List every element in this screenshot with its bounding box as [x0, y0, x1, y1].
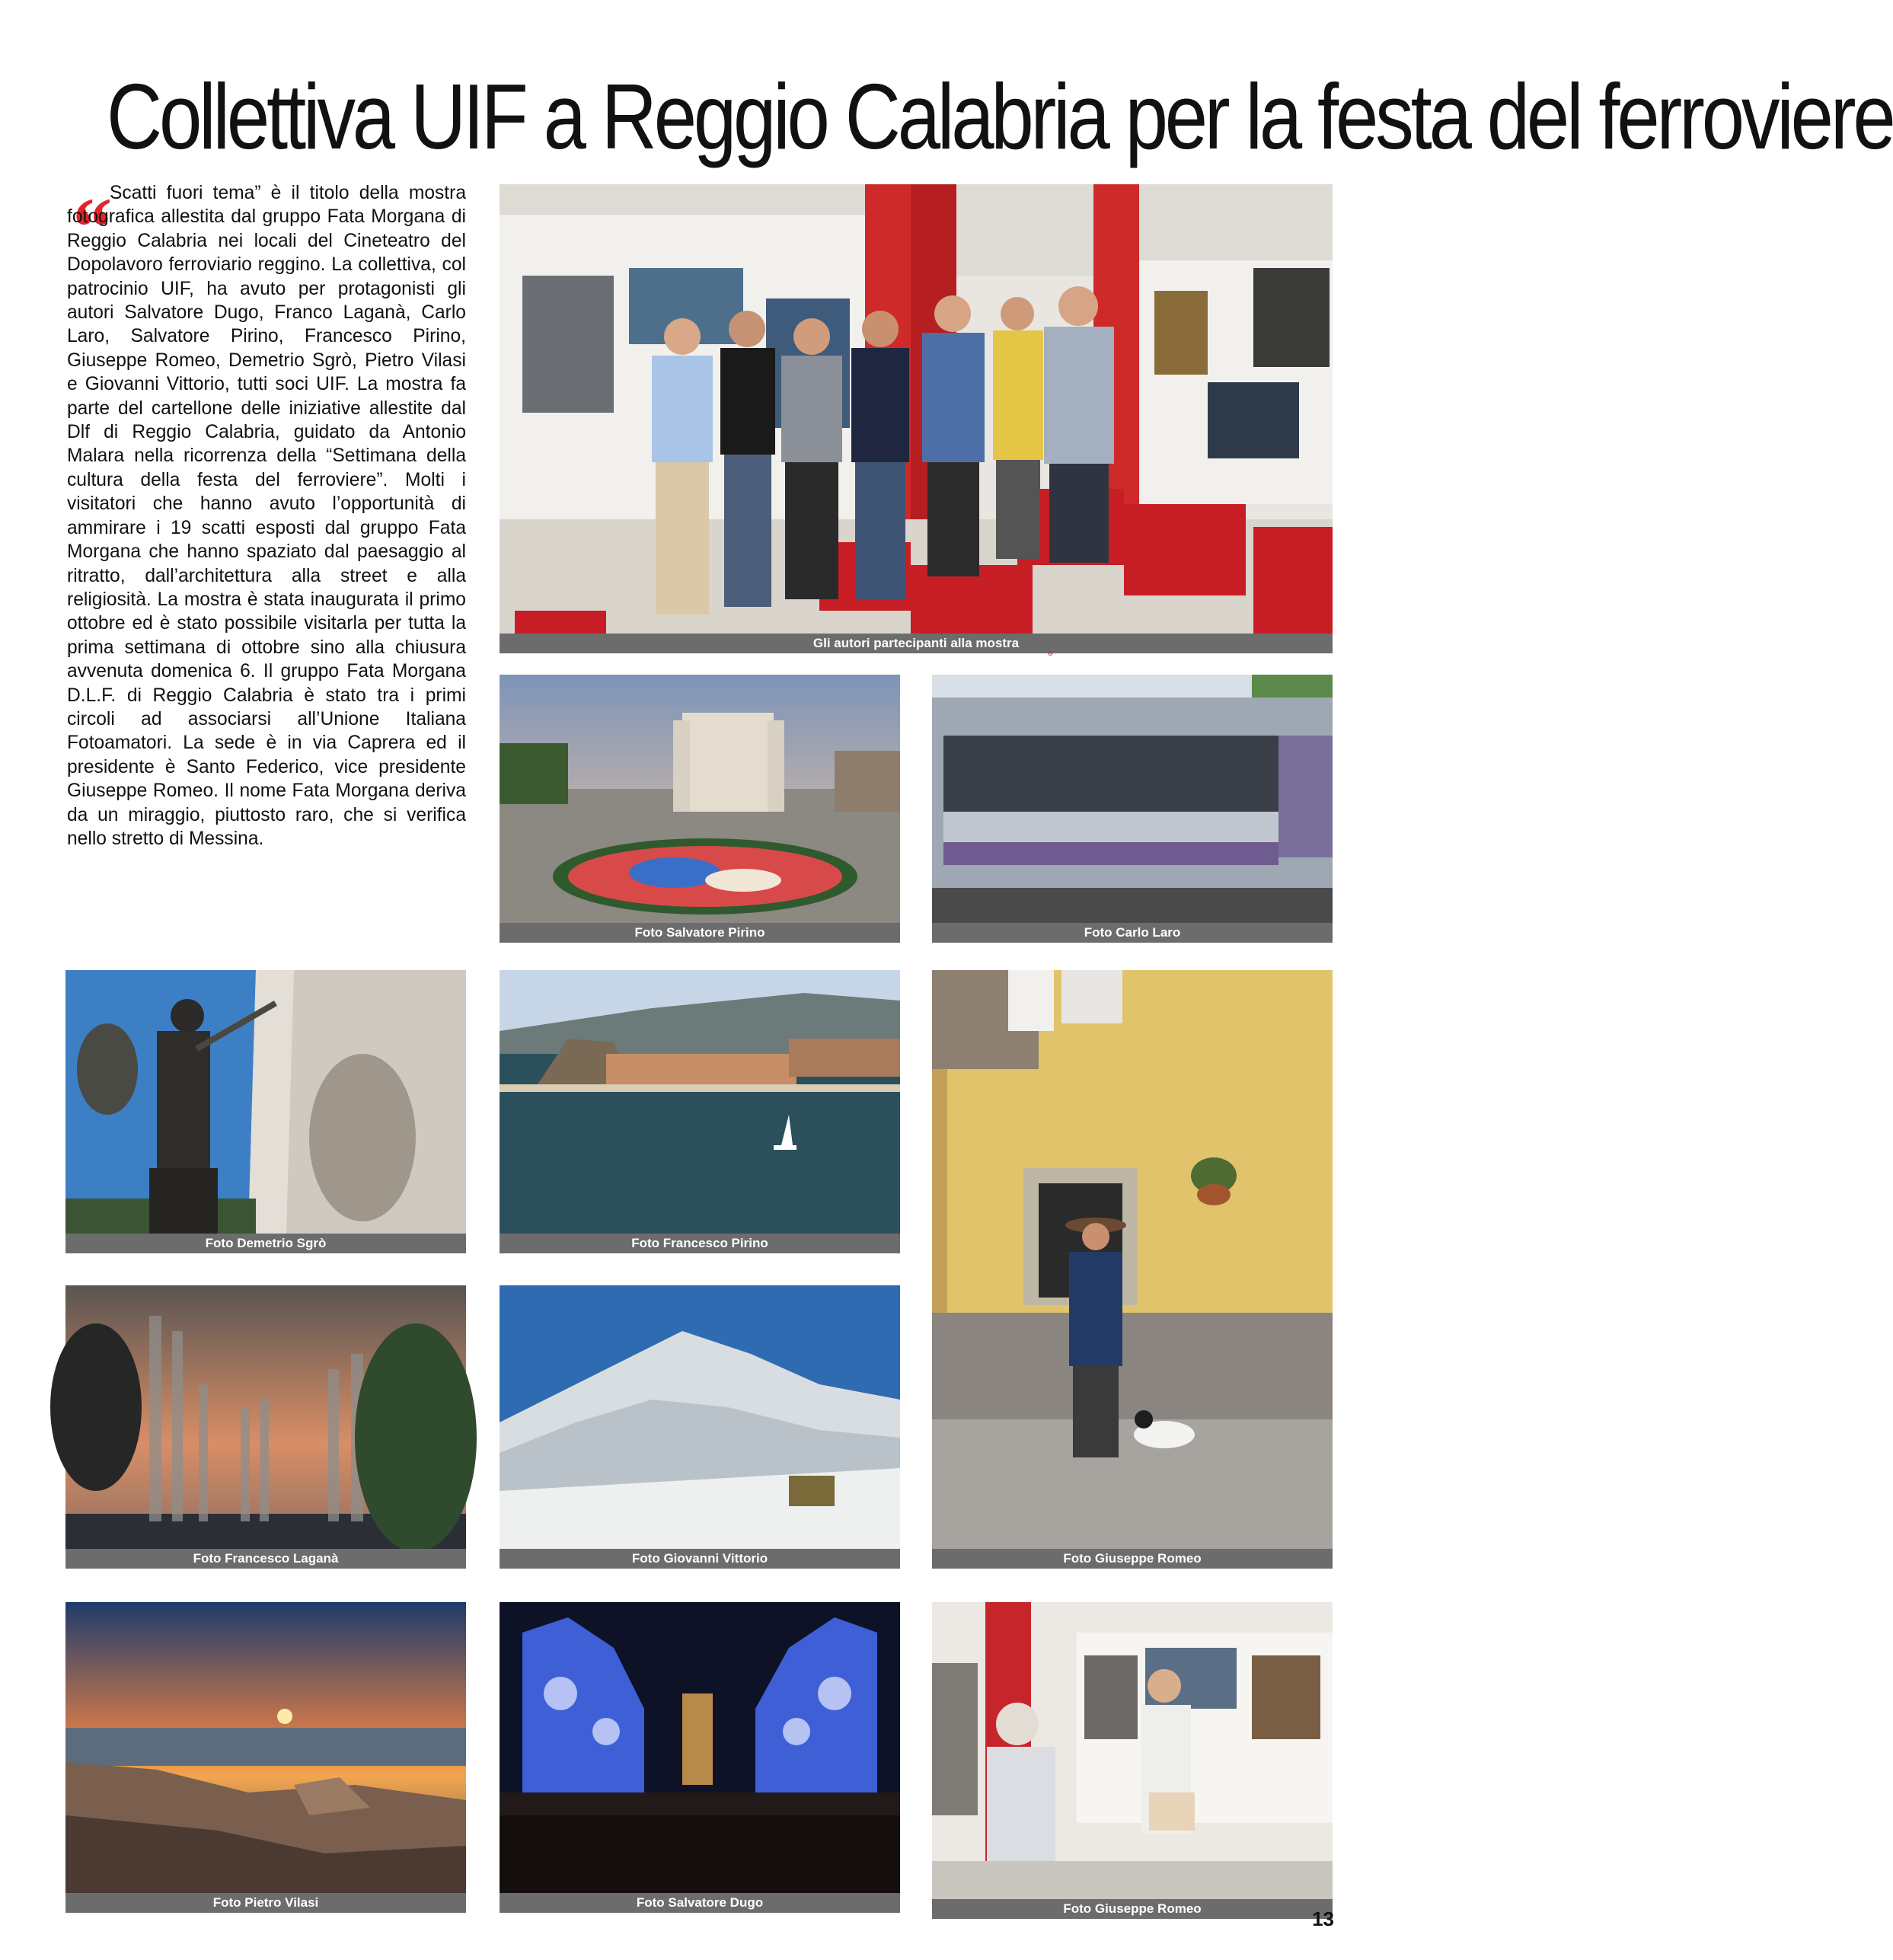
caption-demetrio-sgro: Foto Demetrio Sgrò	[65, 1234, 466, 1253]
photo-salvatore-dugo	[500, 1602, 900, 1893]
caption-francesco-lagana: Foto Francesco Laganà	[65, 1549, 466, 1569]
festival-lights-image	[500, 1602, 900, 1893]
opening-quote-mark: “	[69, 180, 110, 273]
article-text: Scatti fuori tema” è il titolo della mostra fotografica allestita dal gruppo Fata Morgana di Reggio Calabria nei locali del Cineteatro del Dopolavoro ferroviario reggino. La collettiva, col patrocinio UIF, ha avuto per protagonisti gli autori Salvatore Dugo, Franco Laganà, Carlo Laro, Salvatore Pirino, Francesco Pirino, Giuseppe Romeo, Demetrio Sgrò, Pietro Vilasi e Giovanni Vittorio, tutti soci UIF. La mostra fa parte del cartellone delle iniziative allestite dal Dlf di Reggio Calabria, guidato da Antonio Malara nella ricorrenza della “Settimana della cultura della festa del ferroviere”. Molti i visitatori che hanno avuto l’opportunità di ammirare i 19 scatti esposti dal gruppo Fata Morgana che hanno spaziato dal paesaggio al ritratto, dall’architettura alla street e alla religiosità. La mostra è stata inaugurata il primo ottobre ed è stato possibile visitarla per tutta la prima settimana di ottobre sino alla chiusura avvenuta domenica 6. Il gruppo Fata Morgana D.L.F. di Reggio Calabria è stato tra i primi circoli ad associarsi all’Unione Italiana Fotoamatori. La sede è in via Caprera ed il presidente è Santo Federico, vice presidente Giuseppe Romeo. Il nome Fata Morgana deriva da un miraggio, piuttosto raro, che si verifica nello stretto di Messina.	[67, 183, 466, 849]
seaside-castle-image	[500, 970, 900, 1234]
stray-glyph: ə	[1048, 647, 1053, 658]
caption-group-authors: Gli autori partecipanti alla mostra	[500, 634, 1333, 653]
photo-carlo-laro	[932, 675, 1333, 923]
caption-giuseppe-romeo-1: Foto Giuseppe Romeo	[932, 1549, 1333, 1569]
caption-giuseppe-romeo-2: Foto Giuseppe Romeo	[932, 1899, 1333, 1919]
photo-giuseppe-romeo-exhibition	[932, 1602, 1333, 1899]
caption-carlo-laro: Foto Carlo Laro	[932, 923, 1333, 943]
old-man-with-dog-image	[932, 970, 1333, 1549]
caption-pietro-vilasi: Foto Pietro Vilasi	[65, 1893, 466, 1913]
group-photo-image	[500, 184, 1333, 634]
photo-francesco-lagana	[65, 1285, 466, 1549]
photo-pietro-vilasi	[65, 1602, 466, 1893]
cathedral-flower-carpet-image	[500, 675, 900, 923]
photo-giuseppe-romeo-street	[932, 970, 1333, 1549]
photo-francesco-pirino	[500, 970, 900, 1234]
white-clay-hills-image	[500, 1285, 900, 1549]
article-body	[67, 181, 466, 851]
columns-at-sunset-image	[65, 1285, 466, 1549]
train-reflection-image	[932, 675, 1333, 923]
photo-giovanni-vittorio	[500, 1285, 900, 1549]
caption-salvatore-pirino: Foto Salvatore Pirino	[500, 923, 900, 943]
warrior-statue-image	[65, 970, 466, 1234]
caption-salvatore-dugo: Foto Salvatore Dugo	[500, 1893, 900, 1913]
page-number: 13	[1312, 1907, 1334, 1930]
photo-salvatore-pirino	[500, 675, 900, 923]
rocky-coast-sunset-image	[65, 1602, 466, 1893]
photo-demetrio-sgro	[65, 970, 466, 1234]
caption-francesco-pirino: Foto Francesco Pirino	[500, 1234, 900, 1253]
photo-group-authors	[500, 184, 1333, 634]
article-title: Collettiva UIF a Reggio Calabria per la festa del ferroviere	[107, 65, 1893, 168]
caption-giovanni-vittorio: Foto Giovanni Vittorio	[500, 1549, 900, 1569]
exhibition-visitors-image	[932, 1602, 1333, 1899]
